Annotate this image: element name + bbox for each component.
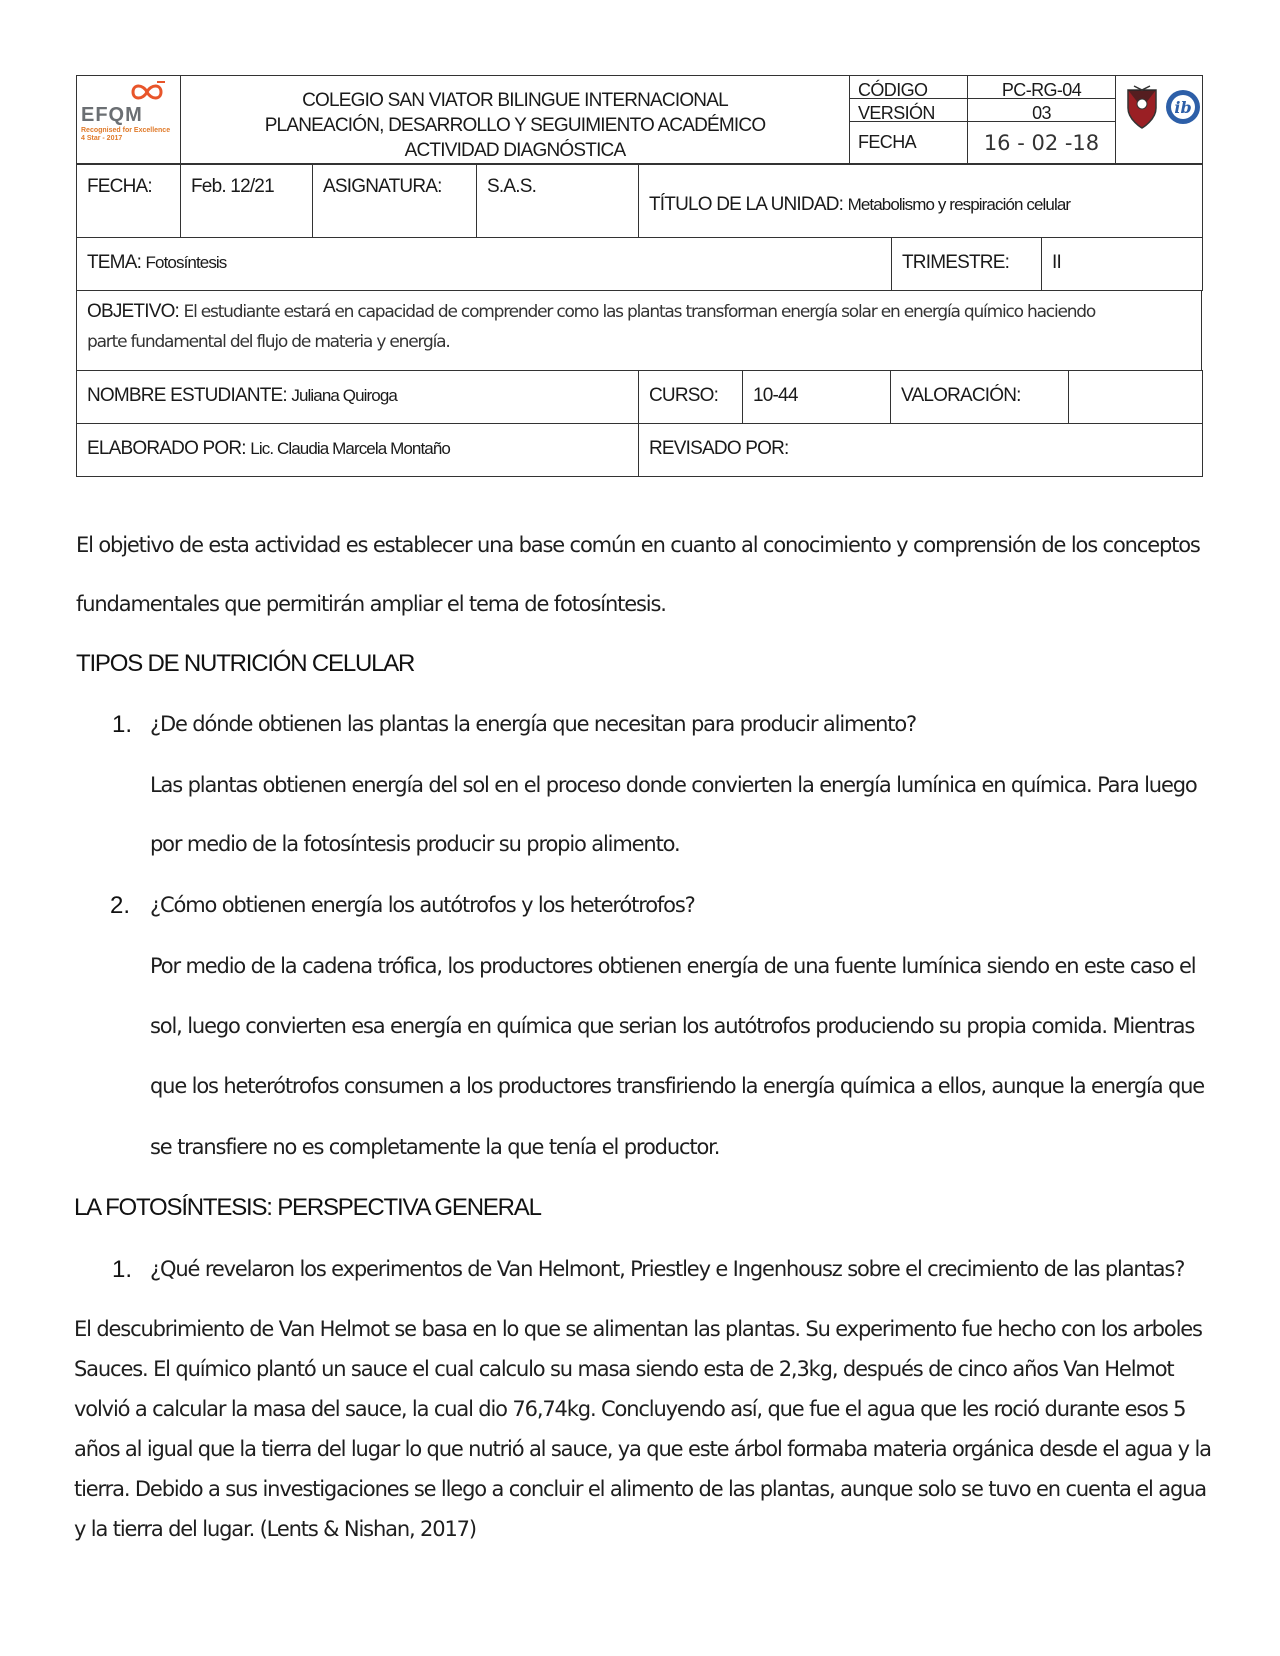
answer-3-line-5: tierra. Debido a sus investigaciones se llego a concluir el alimento de las plantas, aunque solo se tuvo en cuenta el agua <box>74 1477 1207 1501</box>
answer-2-line-2: sol, luego convierten esa energía en química que serian los autótrofos produciendo su propia comida. Mientras <box>150 1014 1195 1038</box>
meta-labels-cell <box>850 76 968 165</box>
answer-3-line-1: El descubrimiento de Van Helmot se basa en lo que se alimentan las plantas. Su experimento fue hecho con los arboles <box>74 1317 1202 1341</box>
fecha-header-value: 16 - 02 -18 <box>983 131 1100 155</box>
efqm-wordmark: EFQM <box>81 104 143 126</box>
section-heading-nutricion: TIPOS DE NUTRICIÓN CELULAR <box>76 650 415 677</box>
answer-3-line-6: y la tierra del lugar. (Lents & Nishan, 2017) <box>74 1517 476 1541</box>
answer-1-line-2: por medio de la fotosíntesis producir su propio alimento. <box>150 832 680 856</box>
version-label: VERSIÓN <box>850 99 967 122</box>
asignatura-value: S.A.S. <box>477 164 639 238</box>
school-title-cell <box>181 76 850 165</box>
answer-2-line-4: se transfiere no es completamente la que tenía el productor. <box>150 1135 720 1159</box>
titulo-unidad-value: Metabolismo y respiración celular <box>847 195 1071 214</box>
nombre-label: NOMBRE ESTUDIANTE: <box>87 385 287 406</box>
efqm-sub-line1: Recognised for Excellence <box>81 127 171 134</box>
ib-logo-icon <box>1164 88 1202 126</box>
question-number: 1. <box>112 711 133 738</box>
elaborado-label: ELABORADO POR: <box>87 438 246 459</box>
curso-label: CURSO: <box>639 371 743 424</box>
section-heading-fotosintesis: LA FOTOSÍNTESIS: PERSPECTIVA GENERAL <box>74 1194 541 1221</box>
answer-2-line-3: que los heterótrofos consumen a los productores transfiriendo la energía química a ellos, aunque la energía que <box>150 1074 1205 1098</box>
intro-line-2: fundamentales que permitirán ampliar el tema de fotosíntesis. <box>76 592 666 616</box>
nombre-value: Juliana Quiroga <box>291 386 397 405</box>
school-logos-cell <box>1116 76 1203 165</box>
elaborado-value: Lic. Claudia Marcela Montaño <box>250 439 450 458</box>
efqm-logo <box>77 76 180 162</box>
meta-values-cell <box>968 76 1116 165</box>
answer-1-line-1: Las plantas obtienen energía del sol en el proceso donde convierten la energía lumínica en química. Para luego <box>150 773 1197 797</box>
elaborado-cell <box>77 424 639 477</box>
ib-logo-text: ib <box>1174 98 1192 117</box>
efqm-infinity-icon <box>127 80 167 104</box>
document-header <box>76 75 1203 165</box>
valoracion-value <box>1069 371 1203 424</box>
question-number: 2. <box>110 892 131 919</box>
curso-value: 10-44 <box>743 371 891 424</box>
efqm-subtitle <box>81 127 170 143</box>
efqm-sub-line2: 4 Star - 2017 <box>81 135 123 142</box>
fecha-header-label: FECHA <box>858 132 917 152</box>
asignatura-label: ASIGNATURA: <box>313 164 477 238</box>
fecha-label: FECHA: <box>77 164 181 238</box>
trimestre-label: TRIMESTRE: <box>892 238 1042 291</box>
tema-value: Fotosíntesis <box>145 253 227 272</box>
info-row-1 <box>76 163 1203 238</box>
info-row-2 <box>76 237 1203 291</box>
version-value: 03 <box>968 99 1115 122</box>
efqm-logo-cell <box>77 76 181 165</box>
tema-cell <box>77 238 892 291</box>
tema-label: TEMA: <box>87 252 142 273</box>
question-1: ¿De dónde obtienen las plantas la energía que necesitan para producir alimento? <box>150 712 917 736</box>
question-number: 1. <box>112 1256 133 1283</box>
revisado-label: REVISADO POR: <box>639 424 1203 477</box>
titulo-unidad-label: TÍTULO DE LA UNIDAD: <box>649 194 844 215</box>
intro-line-1: El objetivo de esta actividad es establecer una base común en cuanto al conocimiento y comprensión de los conceptos <box>76 533 1200 557</box>
codigo-value: PC-RG-04 <box>968 76 1115 99</box>
objetivo-row <box>76 290 1202 371</box>
objetivo-text-1: El estudiante estará en capacidad de comprender como las plantas transforman energía solar en energía químico haciendo <box>183 302 1096 322</box>
question-3: ¿Qué revelaron los experimentos de Van Helmont, Priestley e Ingenhousz sobre el crecimiento de las plantas? <box>150 1257 1185 1281</box>
objetivo-text-2: parte fundamental del flujo de materia y energía. <box>87 332 450 352</box>
school-crest-icon <box>1124 84 1160 132</box>
info-row-4 <box>76 370 1203 424</box>
activity-name: ACTIVIDAD DIAGNÓSTICA <box>404 140 626 161</box>
school-name: COLEGIO SAN VIATOR BILINGUE INTERNACIONAL <box>302 90 728 111</box>
answer-3-line-4: años al igual que la tierra del lugar lo que nutrió al sauce, ya que este árbol formaba materia orgánica desde el agua y la <box>74 1437 1211 1461</box>
answer-2-line-1: Por medio de la cadena trófica, los productores obtienen energía de una fuente lumínica siendo en este caso el <box>150 954 1196 978</box>
valoracion-label: VALORACIÓN: <box>891 371 1069 424</box>
titulo-unidad-cell <box>639 164 1203 238</box>
answer-3-line-2: Sauces. El químico plantó un sauce el cual calculo su masa siendo esta de 2,3kg, después de cinco años Van Helmot <box>74 1357 1174 1381</box>
nombre-cell <box>77 371 639 424</box>
answer-3-line-3: volvió a calcular la masa del sauce, la cual dio 76,74kg. Concluyendo así, que fue el agua que les roció durante esos 5 <box>74 1397 1186 1421</box>
info-row-5 <box>76 423 1203 477</box>
fecha-value: Feb. 12/21 <box>181 164 313 238</box>
objetivo-line-1 <box>87 297 1191 327</box>
question-2: ¿Cómo obtienen energía los autótrofos y los heterótrofos? <box>150 893 695 917</box>
objetivo-cell <box>77 291 1202 371</box>
trimestre-value: II <box>1042 238 1203 291</box>
department-name: PLANEACIÓN, DESARROLLO Y SEGUIMIENTO ACADÉMICO <box>264 115 766 136</box>
objetivo-label: OBJETIVO: <box>87 301 180 322</box>
codigo-label: CÓDIGO <box>850 76 967 99</box>
